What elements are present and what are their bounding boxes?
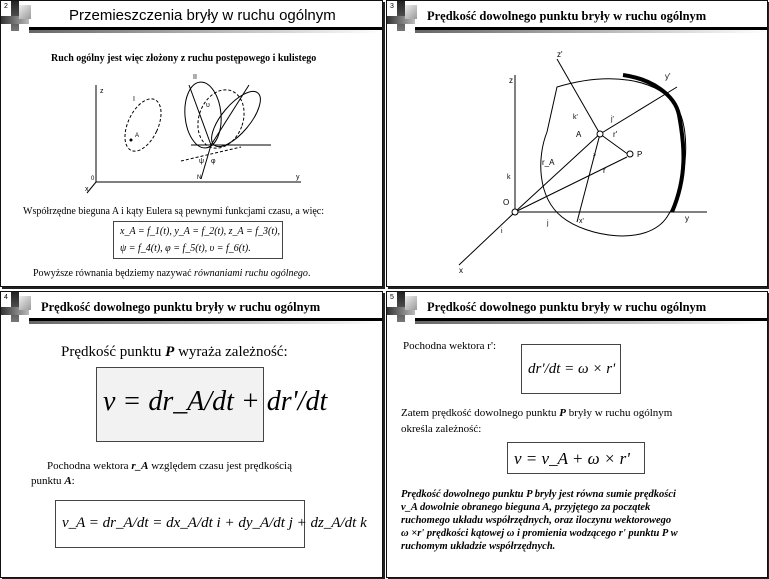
label-y-prime: y' <box>665 72 671 81</box>
text-derivative-r-prime: Pochodna wektora r': <box>403 340 497 352</box>
label-A: A <box>576 130 582 139</box>
label-j: j <box>547 220 549 227</box>
slide-number: 2 <box>4 3 8 10</box>
text-velocity-line1: Zatem prędkość dowolnego punktu P bryły w ruchu ogólnym <box>401 407 673 419</box>
label-z-prime: z' <box>557 50 563 59</box>
label-i: i <box>501 228 503 235</box>
slide-2 <box>0 0 383 287</box>
conclusion-paragraph <box>401 488 765 553</box>
label-phi: φ <box>211 158 216 165</box>
equation-2: v = v_A + ω × r' <box>514 449 630 468</box>
label-N: N <box>197 175 202 181</box>
label-r-prime: r' <box>613 130 618 139</box>
label-r: r <box>603 166 606 175</box>
velocity-A-equation <box>55 500 367 548</box>
label-O: O <box>503 198 510 207</box>
slide-title: Prędkość dowolnego punktu bryły w ruchu ogólnym <box>427 9 707 23</box>
label-y: y <box>296 174 300 181</box>
label-x-prime: x' <box>579 218 584 225</box>
euler-angles-diagram <box>81 67 321 199</box>
label-y: y <box>685 214 689 223</box>
main-velocity-equation <box>96 367 328 442</box>
equation-vA: v_A = dr_A/dt = dx_A/dt i + dy_A/dt j + dz_A/dt k <box>62 515 367 531</box>
conclusion-line: ruchomym układzie współrzędnych. <box>401 541 556 552</box>
conclusion-line: ruchomego układu współrzędnych, oraz iloczynu wektorowego <box>401 515 672 526</box>
conclusion-line: Prędkość dowolnego punktu P bryły jest równa sumie prędkości <box>401 489 676 500</box>
text-motion-equations: Powyższe równania będziemy nazywać równaniami ruchu ogólnego. <box>33 268 311 279</box>
label-i-prime: i' <box>593 154 596 161</box>
slide-title: Prędkość dowolnego punktu bryły w ruchu ogólnym <box>427 300 707 314</box>
slide-subtitle: Ruch ogólny jest więc złożony z ruchu postępowego i kulistego <box>51 53 317 64</box>
main-equation: v = dr_A/dt + dr'/dt <box>103 386 328 417</box>
label-upsilon: υ <box>206 102 210 109</box>
equation-1: dr'/dt = ω × r' <box>528 361 616 377</box>
equation-row-2: ψ = f_4(t), φ = f_5(t), υ = f_6(t). <box>120 243 251 254</box>
label-z: z <box>100 88 104 95</box>
conclusion-line: ω ×r' prędkości kątowej ω i promienia wodzącego r' punktu P w <box>401 528 678 539</box>
label-A: A <box>135 133 140 139</box>
label-psi: ψ <box>199 158 204 165</box>
label-k: k <box>507 174 511 181</box>
slide-number: 4 <box>4 294 8 301</box>
slide-number: 5 <box>390 294 394 301</box>
label-P: P <box>637 150 643 159</box>
label-II: II <box>193 74 197 81</box>
derivative-r-prime-equation <box>521 344 621 394</box>
equation-row-1: x_A = f_1(t), y_A = f_2(t), z_A = f_3(t), <box>120 226 280 237</box>
conclusion-line: v_A dowolnie obranego bieguna A, przyjętego za początek <box>401 502 651 513</box>
label-k-prime: k' <box>573 114 578 121</box>
slide-title: Prędkość dowolnego punktu bryły w ruchu ogólnym <box>41 300 321 314</box>
text-derivative-line1: Pochodna wektora r_A względem czasu jest prędkością <box>47 460 292 472</box>
text-euler: Współrzędne bieguna A i kąty Eulera są pewnymi funkcjami czasu, a więc: <box>23 206 325 217</box>
label-x: x <box>85 186 89 193</box>
slide-title: Przemieszczenia bryły w ruchu ogólnym <box>69 7 336 24</box>
text-derivative-line2: punktu A: <box>31 475 75 487</box>
rigid-body-velocity-diagram <box>387 37 768 287</box>
slide-4 <box>0 291 383 578</box>
label-j-prime: j' <box>611 116 614 123</box>
velocity-equation <box>507 442 645 474</box>
text-velocity-line2: określa zależność: <box>401 423 482 435</box>
label-I: I <box>133 96 135 103</box>
slide-5 <box>386 291 768 578</box>
slide-number: 3 <box>390 3 394 10</box>
label-x: x <box>459 266 463 275</box>
equations-box <box>113 221 283 259</box>
label-origin: 0 <box>91 176 95 182</box>
label-z: z <box>509 76 513 85</box>
label-r-A: r_A <box>542 158 555 167</box>
slide-3 <box>386 0 768 287</box>
text-intro: Prędkość punktu P wyraża zależność: <box>61 344 288 360</box>
